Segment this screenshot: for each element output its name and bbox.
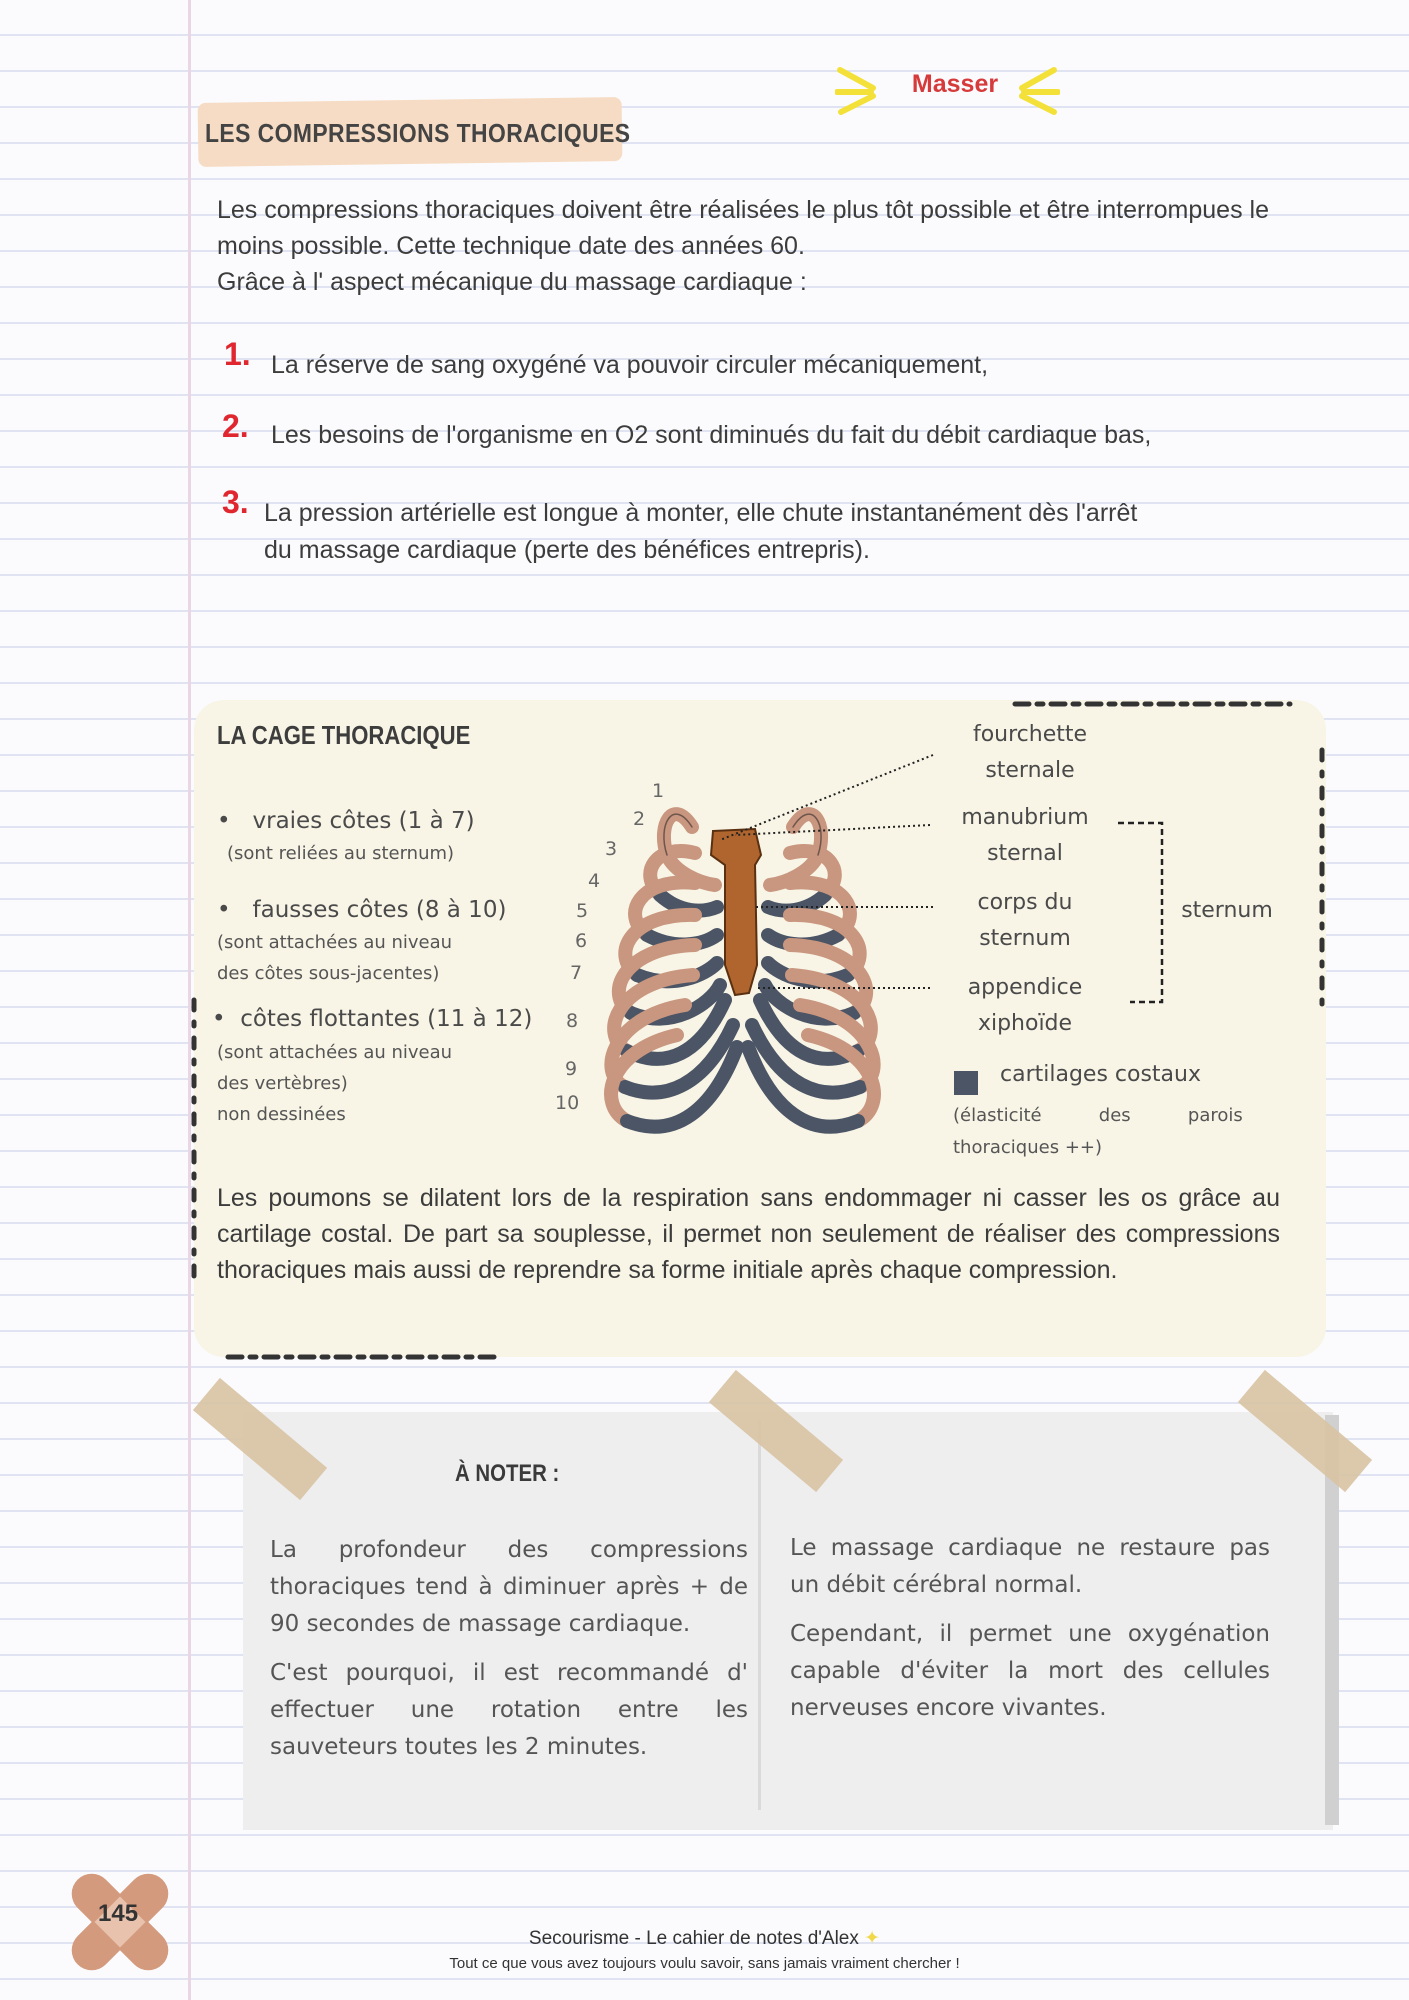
label-line: sternal (987, 841, 1063, 866)
cage-paragraph: Les poumons se dilatent lors de la respiration sans endommager ni casser les os grâce au cartilage costal. De part sa souplesse, il permet non seulement de réaliser des compressions thoraciques mais aussi de reprendre sa forme initiale après chaque compression. (217, 1184, 1280, 1284)
bullet-label: vraies côtes (1 à 7) (252, 808, 475, 834)
note-paragraph: Cependant, il permet une oxygénation capable d'éviter la mort des cellules nerveuses encore vivantes. (790, 1621, 1270, 1721)
rib-number: 8 (566, 1010, 579, 1032)
label-line: corps du (977, 890, 1073, 915)
note-line: des vertèbres) (217, 1073, 348, 1094)
rib-number: 7 (570, 962, 583, 984)
item-number-2: 2. (222, 408, 249, 444)
list-item-3-cont: du massage cardiaque (perte des bénéfices entrepris). (264, 536, 870, 564)
label-manubrium (940, 800, 1110, 872)
bullet-floating-ribs: • côtes flottantes (11 à 12) (212, 1006, 533, 1032)
legend-note: thoraciques ++) (953, 1137, 1103, 1158)
note-title: À NOTER : (455, 1460, 560, 1487)
note-right-column (790, 1530, 1270, 1739)
label-sternum: sternum (1181, 898, 1273, 923)
section-title: LES COMPRESSIONS THORACIQUES (205, 118, 631, 148)
note-line: (sont reliées au sternum) (227, 843, 455, 864)
intro-text (217, 192, 1269, 300)
note-left-column (270, 1532, 748, 1778)
bullet-true-ribs: • vraies côtes (1 à 7) (217, 808, 475, 834)
label-line: xiphoïde (977, 1011, 1073, 1036)
footer-title-text: Secourisme - Le cahier de notes d'Alex (528, 1928, 859, 1949)
note-line: non dessinées (217, 1104, 346, 1125)
note-paragraph: Le massage cardiaque ne restaure pas un débit cérébral normal. (790, 1535, 1270, 1598)
label-fourchette (945, 717, 1115, 789)
footer-subtitle: Tout ce que vous avez toujours voulu savoir, sans jamais vraiment chercher ! (449, 1955, 960, 1972)
rib-number: 9 (565, 1058, 578, 1080)
rib-number: 1 (652, 780, 665, 802)
item-number-3: 3. (222, 484, 249, 520)
rib-number: 6 (575, 930, 588, 952)
label-line: manubrium (961, 805, 1089, 830)
list-item-2: Les besoins de l'organisme en O2 sont diminués du fait du débit cardiaque bas, (271, 421, 1152, 449)
list-item-1: La réserve de sang oxygéné va pouvoir circuler mécaniquement, (271, 351, 989, 379)
cage-title: LA CAGE THORACIQUE (217, 720, 471, 750)
rib-number: 5 (576, 900, 589, 922)
label-line: sternale (985, 758, 1075, 783)
note-divider (758, 1420, 761, 1810)
bullet-label: fausses côtes (8 à 10) (252, 897, 507, 923)
note-paragraph: C'est pourquoi, il est recommandé d' effectuer une rotation entre les sauveteurs toutes les 2 minutes. (270, 1660, 748, 1760)
intro-paragraph: Les compressions thoraciques doivent être réalisées le plus tôt possible et être interrompues le moins possible. Cette technique date des années 60. (217, 196, 1269, 260)
legend-note: (élasticité des parois (953, 1105, 1243, 1126)
rib-number: 10 (555, 1092, 580, 1114)
rib-number: 2 (633, 808, 646, 830)
list-item-3: La pression artérielle est longue à monter, elle chute instantanément dès l'arrêt (264, 499, 1138, 527)
note-line: (sont attachées au niveau (217, 932, 453, 953)
note-paragraph: La profondeur des compressions thoraciques tend à diminuer après + de 90 secondes de massage cardiaque. (270, 1537, 748, 1637)
note-line: (sont attachées au niveau (217, 1042, 453, 1063)
note-line: des côtes sous-jacentes) (217, 963, 440, 984)
bullet-note (217, 1037, 537, 1130)
item-number-1: 1. (224, 336, 251, 372)
bullet-false-ribs: • fausses côtes (8 à 10) (217, 897, 507, 923)
intro-paragraph-2: Grâce à l' aspect mécanique du massage cardiaque : (217, 268, 807, 296)
rib-number: 4 (588, 870, 601, 892)
label-line: appendice (967, 975, 1083, 1000)
sparkle-right-icon (1010, 60, 1060, 120)
label-appendice (940, 970, 1110, 1042)
legend-swatch (954, 1071, 978, 1095)
label-line: fourchette (972, 722, 1088, 747)
footer-title (0, 1927, 1409, 1950)
legend-cartilage: cartilages costaux (1000, 1062, 1201, 1087)
label-line: sternum (979, 926, 1071, 951)
sparkle-icon: ✦ (864, 1928, 881, 1949)
tag-label: Masser (911, 70, 999, 98)
bullet-note (217, 927, 537, 989)
rib-number: 3 (605, 838, 618, 860)
page-number: 145 (98, 1900, 139, 1927)
bullet-note (227, 838, 547, 869)
label-corps (940, 885, 1110, 957)
bullet-label: côtes flottantes (11 à 12) (240, 1006, 533, 1032)
sparkle-left-icon (835, 60, 885, 120)
header-tag (815, 60, 1085, 120)
